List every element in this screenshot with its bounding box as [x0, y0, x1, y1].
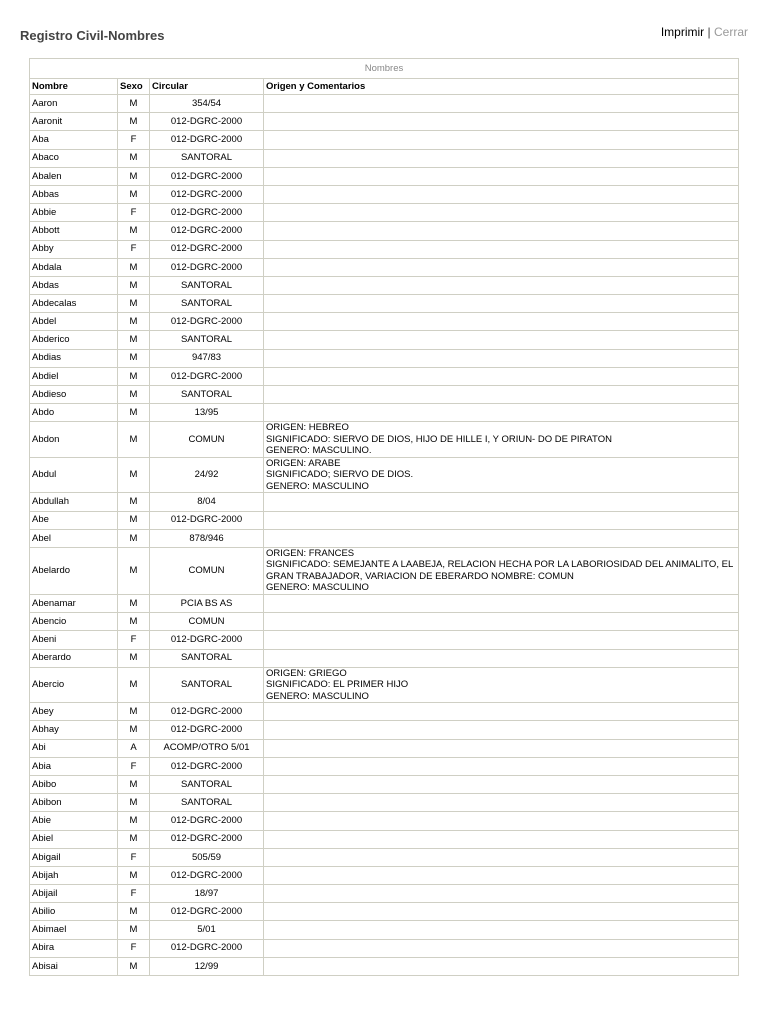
cell-sexo: F — [118, 848, 150, 866]
cell-nombre: Abencio — [30, 613, 118, 631]
cell-sexo: M — [118, 794, 150, 812]
cell-circular: 012-DGRC-2000 — [150, 185, 264, 203]
cell-origen — [264, 240, 739, 258]
cell-circular: 8/04 — [150, 493, 264, 511]
cell-nombre: Abderico — [30, 331, 118, 349]
cell-origen — [264, 957, 739, 975]
table-row — [30, 276, 739, 294]
cell-nombre: Aaronit — [30, 113, 118, 131]
cell-nombre: Abdala — [30, 258, 118, 276]
cell-sexo: F — [118, 885, 150, 903]
cell-nombre: Abdullah — [30, 493, 118, 511]
cell-sexo: M — [118, 903, 150, 921]
table-row — [30, 167, 739, 185]
header-actions — [661, 25, 748, 39]
cell-nombre: Abiel — [30, 830, 118, 848]
table-row — [30, 131, 739, 149]
cell-sexo: F — [118, 757, 150, 775]
cell-nombre: Abdo — [30, 404, 118, 422]
table-row — [30, 404, 739, 422]
cell-sexo: M — [118, 457, 150, 493]
cell-circular: SANTORAL — [150, 649, 264, 667]
cell-nombre: Abimael — [30, 921, 118, 939]
cell-nombre: Abaco — [30, 149, 118, 167]
cell-origen — [264, 794, 739, 812]
table-row — [30, 258, 739, 276]
cell-nombre: Abe — [30, 511, 118, 529]
cell-sexo: M — [118, 331, 150, 349]
cell-sexo: M — [118, 529, 150, 547]
close-link[interactable]: Cerrar — [713, 25, 748, 39]
cell-origen — [264, 331, 739, 349]
cell-circular: 012-DGRC-2000 — [150, 258, 264, 276]
cell-sexo: M — [118, 258, 150, 276]
cell-sexo: M — [118, 422, 150, 458]
cell-sexo: M — [118, 613, 150, 631]
cell-origen — [264, 649, 739, 667]
cell-circular: 012-DGRC-2000 — [150, 222, 264, 240]
cell-nombre: Abdon — [30, 422, 118, 458]
column-header-sexo: Sexo — [118, 79, 150, 95]
cell-sexo: M — [118, 222, 150, 240]
print-link[interactable]: Imprimir — [660, 25, 705, 39]
cell-nombre: Abhay — [30, 721, 118, 739]
cell-nombre: Abercio — [30, 667, 118, 703]
cell-sexo: F — [118, 631, 150, 649]
table-row — [30, 812, 739, 830]
cell-origen — [264, 95, 739, 113]
table-row — [30, 349, 739, 367]
cell-origen — [264, 258, 739, 276]
cell-nombre: Abdias — [30, 349, 118, 367]
table-row — [30, 295, 739, 313]
table-row — [30, 367, 739, 385]
cell-origen — [264, 276, 739, 294]
cell-sexo: M — [118, 775, 150, 793]
cell-origen — [264, 921, 739, 939]
cell-origen — [264, 775, 739, 793]
table-body — [30, 95, 739, 976]
cell-sexo: M — [118, 649, 150, 667]
cell-origen: ORIGEN: HEBREO SIGNIFICADO: SIERVO DE DIOS, HIJO DE HILLE I, Y ORIUN- DO DE PIRATON GENERO: MASCULINO. — [264, 422, 739, 458]
cell-circular: 012-DGRC-2000 — [150, 131, 264, 149]
cell-circular: 012-DGRC-2000 — [150, 204, 264, 222]
cell-origen — [264, 903, 739, 921]
cell-nombre: Aberardo — [30, 649, 118, 667]
cell-sexo: M — [118, 404, 150, 422]
table-row — [30, 721, 739, 739]
table-row — [30, 739, 739, 757]
cell-sexo: M — [118, 95, 150, 113]
cell-circular: PCIA BS AS — [150, 594, 264, 612]
cell-circular: 012-DGRC-2000 — [150, 511, 264, 529]
table-row — [30, 613, 739, 631]
cell-sexo: M — [118, 349, 150, 367]
cell-nombre: Abibo — [30, 775, 118, 793]
cell-nombre: Abdul — [30, 457, 118, 493]
table-row — [30, 529, 739, 547]
cell-circular: SANTORAL — [150, 295, 264, 313]
cell-circular: SANTORAL — [150, 794, 264, 812]
cell-circular: COMUN — [150, 613, 264, 631]
table-caption-row — [30, 59, 739, 79]
cell-origen — [264, 511, 739, 529]
cell-nombre: Abijah — [30, 866, 118, 884]
cell-circular: SANTORAL — [150, 276, 264, 294]
cell-circular: 18/97 — [150, 885, 264, 903]
cell-nombre: Abia — [30, 757, 118, 775]
cell-circular: 012-DGRC-2000 — [150, 367, 264, 385]
cell-nombre: Abilio — [30, 903, 118, 921]
cell-origen — [264, 131, 739, 149]
cell-circular: 012-DGRC-2000 — [150, 830, 264, 848]
cell-nombre: Abenamar — [30, 594, 118, 612]
table-row — [30, 757, 739, 775]
cell-circular: 012-DGRC-2000 — [150, 240, 264, 258]
table-caption: Nombres — [30, 59, 739, 79]
cell-sexo: F — [118, 131, 150, 149]
cell-circular: 012-DGRC-2000 — [150, 939, 264, 957]
table-row — [30, 848, 739, 866]
cell-circular: 012-DGRC-2000 — [150, 703, 264, 721]
cell-circular: 13/95 — [150, 404, 264, 422]
cell-sexo: M — [118, 386, 150, 404]
cell-nombre: Abelardo — [30, 547, 118, 594]
cell-circular: COMUN — [150, 422, 264, 458]
table-row — [30, 511, 739, 529]
cell-sexo: M — [118, 703, 150, 721]
cell-origen — [264, 529, 739, 547]
cell-sexo: M — [118, 511, 150, 529]
table-row — [30, 547, 739, 594]
cell-nombre: Abbott — [30, 222, 118, 240]
table-row — [30, 939, 739, 957]
cell-circular: ACOMP/OTRO 5/01 — [150, 739, 264, 757]
cell-circular: SANTORAL — [150, 667, 264, 703]
cell-circular: 012-DGRC-2000 — [150, 757, 264, 775]
cell-sexo: M — [118, 113, 150, 131]
cell-sexo: M — [118, 830, 150, 848]
column-header-circular: Circular — [150, 79, 264, 95]
cell-sexo: A — [118, 739, 150, 757]
table-row — [30, 957, 739, 975]
cell-nombre: Abisai — [30, 957, 118, 975]
cell-circular: 505/59 — [150, 848, 264, 866]
cell-sexo: M — [118, 149, 150, 167]
cell-origen — [264, 757, 739, 775]
cell-nombre: Aaron — [30, 95, 118, 113]
table-row — [30, 386, 739, 404]
cell-sexo: F — [118, 939, 150, 957]
cell-origen — [264, 404, 739, 422]
cell-circular: 012-DGRC-2000 — [150, 313, 264, 331]
table-row — [30, 866, 739, 884]
cell-circular: 012-DGRC-2000 — [150, 167, 264, 185]
cell-circular: SANTORAL — [150, 386, 264, 404]
cell-sexo: M — [118, 594, 150, 612]
table-row — [30, 667, 739, 703]
table-row — [30, 885, 739, 903]
cell-origen — [264, 848, 739, 866]
table-row — [30, 703, 739, 721]
cell-nombre: Abeni — [30, 631, 118, 649]
cell-sexo: M — [118, 276, 150, 294]
cell-nombre: Abby — [30, 240, 118, 258]
cell-origen — [264, 493, 739, 511]
cell-origen — [264, 613, 739, 631]
cell-nombre: Abdas — [30, 276, 118, 294]
cell-nombre: Abey — [30, 703, 118, 721]
cell-origen: ORIGEN: FRANCES SIGNIFICADO: SEMEJANTE A LAABEJA, RELACION HECHA POR LA LABORIOSIDAD DEL ANIMALITO, EL GRAN TRABAJADOR, VARIACION DE EBERARDO NOMBRE: COMUN GENERO: MASCULINO — [264, 547, 739, 594]
cell-circular: COMUN — [150, 547, 264, 594]
table-row — [30, 775, 739, 793]
cell-nombre: Abie — [30, 812, 118, 830]
cell-origen — [264, 222, 739, 240]
cell-sexo: M — [118, 493, 150, 511]
cell-nombre: Aba — [30, 131, 118, 149]
table-row — [30, 493, 739, 511]
cell-nombre: Abigail — [30, 848, 118, 866]
table-row — [30, 204, 739, 222]
cell-origen — [264, 721, 739, 739]
cell-circular: 012-DGRC-2000 — [150, 812, 264, 830]
cell-circular: 012-DGRC-2000 — [150, 721, 264, 739]
cell-sexo: M — [118, 167, 150, 185]
cell-sexo: M — [118, 367, 150, 385]
cell-origen — [264, 349, 739, 367]
cell-origen — [264, 866, 739, 884]
cell-circular: 5/01 — [150, 921, 264, 939]
cell-sexo: M — [118, 957, 150, 975]
cell-origen — [264, 739, 739, 757]
table-row — [30, 830, 739, 848]
table-row — [30, 903, 739, 921]
cell-origen: ORIGEN: GRIEGO SIGNIFICADO: EL PRIMER HIJO GENERO: MASCULINO — [264, 667, 739, 703]
table-row — [30, 457, 739, 493]
cell-origen — [264, 703, 739, 721]
cell-sexo: M — [118, 721, 150, 739]
cell-origen — [264, 367, 739, 385]
table-row — [30, 240, 739, 258]
cell-circular: 12/99 — [150, 957, 264, 975]
cell-nombre: Abibon — [30, 794, 118, 812]
cell-nombre: Abi — [30, 739, 118, 757]
cell-nombre: Abdel — [30, 313, 118, 331]
cell-origen — [264, 149, 739, 167]
cell-sexo: M — [118, 866, 150, 884]
table-row — [30, 95, 739, 113]
cell-origen — [264, 313, 739, 331]
cell-origen — [264, 167, 739, 185]
cell-sexo: M — [118, 185, 150, 203]
cell-nombre: Abdiel — [30, 367, 118, 385]
table-row — [30, 594, 739, 612]
cell-origen — [264, 185, 739, 203]
table-row — [30, 794, 739, 812]
cell-nombre: Abbie — [30, 204, 118, 222]
table-row — [30, 149, 739, 167]
cell-circular: 012-DGRC-2000 — [150, 866, 264, 884]
table-row — [30, 313, 739, 331]
table-row — [30, 422, 739, 458]
page-title: Registro Civil-Nombres — [20, 28, 165, 43]
cell-origen — [264, 295, 739, 313]
cell-origen — [264, 812, 739, 830]
cell-circular: SANTORAL — [150, 331, 264, 349]
table-row — [30, 222, 739, 240]
cell-nombre: Abalen — [30, 167, 118, 185]
cell-nombre: Abdecalas — [30, 295, 118, 313]
cell-sexo: M — [118, 812, 150, 830]
cell-circular: 012-DGRC-2000 — [150, 113, 264, 131]
cell-circular: 012-DGRC-2000 — [150, 903, 264, 921]
cell-sexo: F — [118, 204, 150, 222]
cell-origen — [264, 830, 739, 848]
table-row — [30, 631, 739, 649]
cell-circular: 24/92 — [150, 457, 264, 493]
cell-origen — [264, 939, 739, 957]
column-header-nombre: Nombre — [30, 79, 118, 95]
cell-circular: 878/946 — [150, 529, 264, 547]
names-table — [29, 58, 739, 976]
cell-sexo: F — [118, 240, 150, 258]
cell-origen — [264, 594, 739, 612]
cell-sexo: M — [118, 667, 150, 703]
table-row — [30, 185, 739, 203]
cell-circular: 354/54 — [150, 95, 264, 113]
table-row — [30, 331, 739, 349]
column-header-origen: Origen y Comentarios — [264, 79, 739, 95]
table-header-row — [30, 79, 739, 95]
cell-circular: 012-DGRC-2000 — [150, 631, 264, 649]
separator: | — [707, 25, 711, 39]
cell-nombre: Abel — [30, 529, 118, 547]
cell-sexo: M — [118, 547, 150, 594]
cell-circular: SANTORAL — [150, 775, 264, 793]
cell-nombre: Abijail — [30, 885, 118, 903]
table-row — [30, 921, 739, 939]
cell-nombre: Abira — [30, 939, 118, 957]
cell-origen — [264, 631, 739, 649]
cell-sexo: M — [118, 313, 150, 331]
cell-nombre: Abbas — [30, 185, 118, 203]
cell-origen — [264, 885, 739, 903]
cell-origen — [264, 204, 739, 222]
cell-nombre: Abdieso — [30, 386, 118, 404]
table-row — [30, 649, 739, 667]
cell-origen: ORIGEN: ARABE SIGNIFICADO; SIERVO DE DIOS. GENERO: MASCULINO — [264, 457, 739, 493]
cell-sexo: M — [118, 295, 150, 313]
cell-origen — [264, 113, 739, 131]
cell-circular: 947/83 — [150, 349, 264, 367]
cell-circular: SANTORAL — [150, 149, 264, 167]
cell-sexo: M — [118, 921, 150, 939]
cell-origen — [264, 386, 739, 404]
table-row — [30, 113, 739, 131]
